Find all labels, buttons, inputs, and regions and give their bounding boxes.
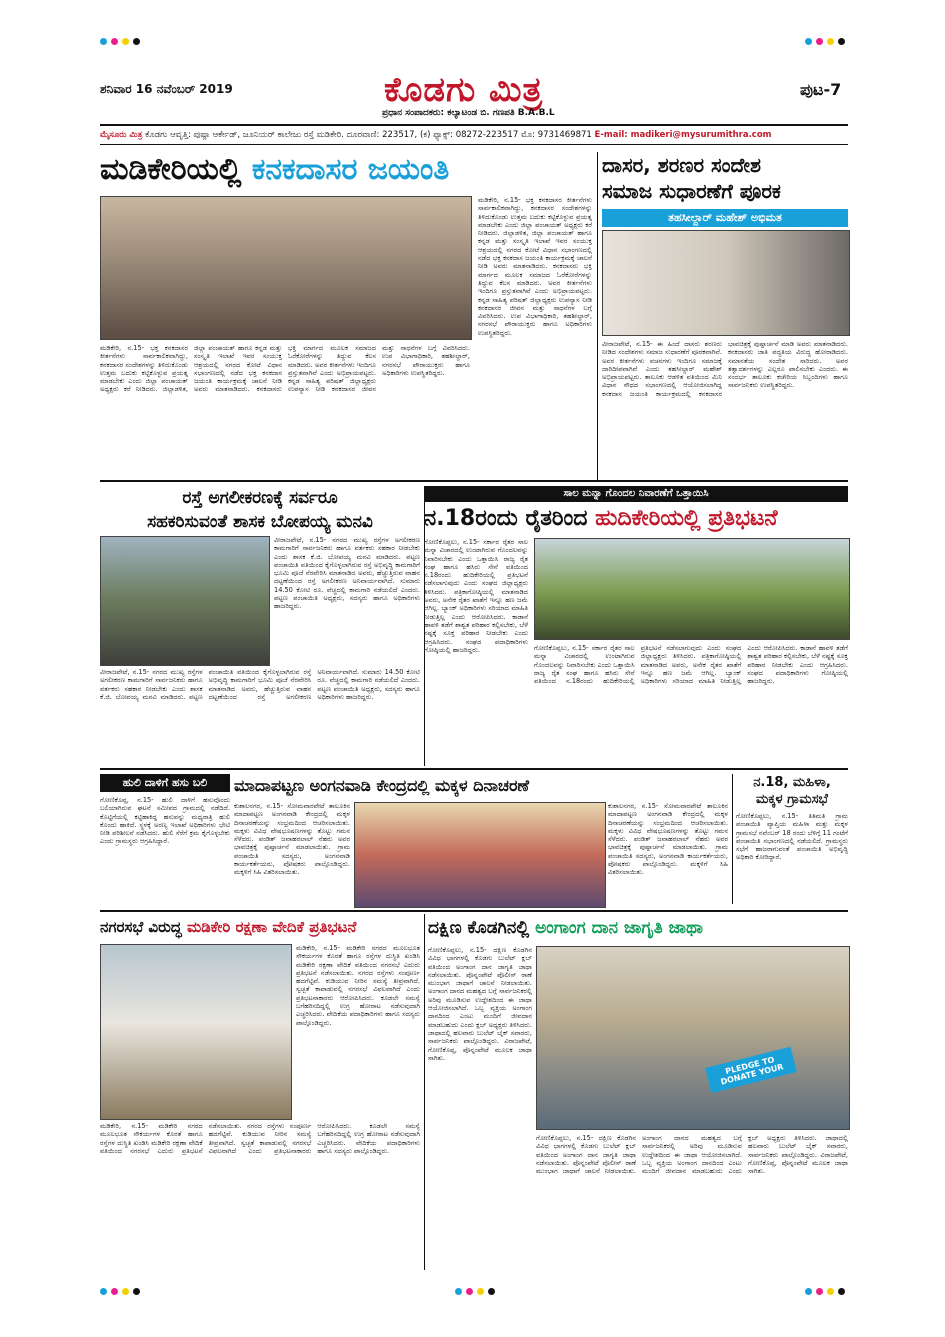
kanakadasa-body-lower: ಮಡಿಕೇರಿ, ನ.15- ಭಕ್ತ ಕನಕದಾಸರ ಕೀರ್ತನೆಗಳು ಸಾರ್ವಕಾಲಿಕವಾಗಿದ್ದು, ಕನಕದಾಸರ ಸಂದೇಶಗಳನ್ನು ತಿಳಿದುಕೊಂಡು ಉತ್ತಮ ಬದುಕು ಕಟ್ಟಿಕೊಳ್ಳುವ ಪ್ರಯತ್ನ ಮಾಡಬೇಕು ಎಂದು ಜಿಲ್ಲಾ ಪಂಚಾಯತ್ ಅಧ್ಯಕ್ಷರು ಕರೆ ನೀಡಿದರು. ಜಿಲ್ಲಾಡಳಿತ, ಜಿಲ್ಲಾ ಪಂಚಾಯತ್ ಹಾಗೂ ಕನ್ನಡ ಮತ್ತು ಸಂಸ್ಕೃತಿ ಇಲಾಖೆ ಇವರ ಸಂಯುಕ್ತ ಆಶ್ರಯದಲ್ಲಿ ನಗರದ ಕೋಟೆ ವಿಧಾನ ಸಭಾಂಗಣದಲ್ಲಿ ನಡೆದ ಭಕ್ತ ಕನಕದಾಸ ಜಯಂತಿ ಕಾರ್ಯಕ್ರಮಕ್ಕೆ ಚಾಲನೆ ನೀಡಿ ಅವರು ಮಾತನಾಡಿದರು. ಕನಕದಾಸರು ಭಕ್ತಿ ಮಾರ್ಗದ ಮೂಲಕ ಸಮಾಜದ ಓರೆಕೋರೆಗಳನ್ನು ತಿದ್ದುವ ಕೆಲಸ ಮಾಡಿದರು. ಅವರ ಕೀರ್ತನೆಗಳು ಇಂದಿಗೂ ಪ್ರಸ್ತುತವಾಗಿವೆ ಎಂದು ಅಭಿಪ್ರಾಯಪಟ್ಟರು. ಕನ್ನಡ ಸಾಹಿತ್ಯ ಪರಿಷತ್ ಜಿಲ್ಲಾಧ್ಯಕ್ಷರು ಉಪನ್ಯಾಸ ನೀಡಿ ಕನಕದಾಸರ ಜೀವನ ಮತ್ತು ಸಾಧನೆಗಳ ಬಗ್ಗೆ ವಿವರಿಸಿದರು. ಉಪ ವಿಭಾಗಾಧಿಕಾರಿ, ತಹಶೀಲ್ದಾರ್, ನಗರಸಭೆ ಪೌರಾಯುಕ್ತರು ಹಾಗೂ ಅಧಿಕಾರಿಗಳು ಉಪಸ್ಥಿತರಿದ್ದರು. xyxy=(100,344,470,394)
registration-marks-bottom-right xyxy=(805,1280,849,1299)
farmers-photo xyxy=(534,538,850,640)
tiger-body: ಗೋಣಿಕೊಪ್ಪ, ನ.15- ಹುಲಿ ದಾಳಿಗೆ ಹಸುವೊಂದು ಬಲಿಯಾಗಿರುವ ಘಟನೆ ಸಮೀಪದ ಗ್ರಾಮದಲ್ಲಿ ನಡೆದಿದೆ. ಕೊಟ್ಟಿಗೆಯಲ್ಲಿ ಕಟ್ಟಿಹಾಕಿದ್ದ ಹಸುವನ್ನು ಮಧ್ಯರಾತ್ರಿ ಹುಲಿ ಕೊಂದು ಹಾಕಿದೆ. ಸ್ಥಳಕ್ಕೆ ಅರಣ್ಯ ಇಲಾಖೆ ಅಧಿಕಾರಿಗಳು ಭೇಟಿ ನೀಡಿ ಪರಿಶೀಲನೆ ನಡೆಸಿದರು. ಹುಲಿ ಸೆರೆಗೆ ಕ್ರಮ ಕೈಗೊಳ್ಳಬೇಕು ಎಂದು ಗ್ರಾಮಸ್ಥರು ಆಗ್ರಹಿಸಿದ್ದಾರೆ. xyxy=(100,796,230,846)
road-body-lower: ವೀರಾಜಪೇಟೆ, ನ.15- ನಗರದ ಮುಖ್ಯ ರಸ್ತೆಗಳ ಅಗಲೀಕರಣ ಕಾಮಗಾರಿಗೆ ಸಾರ್ವಜನಿಕರು ಹಾಗೂ ವರ್ತಕರು ಸಹಕಾರ ನೀಡಬೇಕು ಎಂದು ಶಾಸಕ ಕೆ.ಜಿ. ಬೋಪಯ್ಯ ಮನವಿ ಮಾಡಿದರು. ಪಟ್ಟಣ ಪಂಚಾಯಿತಿ ವತಿಯಿಂದ ಕೈಗೊಳ್ಳಲಾಗಿರುವ ರಸ್ತೆ ಅಭಿವೃದ್ಧಿ ಕಾಮಗಾರಿಗೆ ಭೂಮಿ ಪೂಜೆ ನೆರವೇರಿಸಿ ಮಾತನಾಡಿದ ಅವರು, ಹೆಚ್ಚುತ್ತಿರುವ ವಾಹನ ದಟ್ಟಣೆಯಿಂದ ರಸ್ತೆ ಅಗಲೀಕರಣ ಅನಿವಾರ್ಯವಾಗಿದೆ. ಸುಮಾರು 14.50 ಕೋಟಿ ರೂ. ವೆಚ್ಚದಲ್ಲಿ ಕಾಮಗಾರಿ ನಡೆಯಲಿದೆ ಎಂದರು. ಪಟ್ಟಣ ಪಂಚಾಯಿತಿ ಅಧ್ಯಕ್ಷರು, ಸದಸ್ಯರು ಹಾಗೂ ಅಧಿಕಾರಿಗಳು ಹಾಜರಿದ್ದರು. xyxy=(100,668,420,701)
brand-name: ಮೈಸೂರು ಮಿತ್ರ xyxy=(100,130,143,140)
anganwadi-photo xyxy=(354,802,606,908)
registration-marks-bottom-left xyxy=(100,1280,144,1299)
section-rule-2 xyxy=(100,768,848,770)
newspaper-title: ಕೊಡಗು ಮಿತ್ರ xyxy=(384,70,544,110)
organ-headline-highlight: ಅಂಗಾಂಗ ದಾನ ಜಾಗೃತಿ ಜಾಥಾ xyxy=(535,918,704,938)
farmers-body-left: ಗೋಣಿಕೊಪ್ಪಲು, ನ.15- ಸರ್ಕಾರ ರೈತರ ಸಾಲ ಮನ್ನಾ ವಿಚಾರದಲ್ಲಿ ಉಂಟಾಗಿರುವ ಗೊಂದಲವನ್ನು ನಿವಾರಿಸಬೇಕು ಎಂದು ಒತ್ತಾಯಿಸಿ ರಾಜ್ಯ ರೈತ ಸಂಘ ಹಾಗೂ ಹಸಿರು ಸೇನೆ ವತಿಯಿಂದ ನ.18ರಂದು ಹುದಿಕೇರಿಯಲ್ಲಿ ಪ್ರತಿಭಟನೆ ನಡೆಸಲಾಗುವುದು ಎಂದು ಸಂಘದ ಜಿಲ್ಲಾಧ್ಯಕ್ಷರು ತಿಳಿಸಿದರು. ಪತ್ರಿಕಾಗೋಷ್ಠಿಯಲ್ಲಿ ಮಾತನಾಡಿದ ಅವರು, ಅನೇಕ ರೈತರ ಖಾತೆಗೆ ಇನ್ನೂ ಹಣ ಜಮೆ ಆಗಿಲ್ಲ. ಬ್ಯಾಂಕ್ ಅಧಿಕಾರಿಗಳು ಸರಿಯಾದ ಮಾಹಿತಿ ನೀಡುತ್ತಿಲ್ಲ ಎಂದು ಆರೋಪಿಸಿದರು. ಕಾಡಾನೆ ಹಾವಳಿ ತಡೆಗೆ ಶಾಶ್ವತ ಪರಿಹಾರ ಕಲ್ಪಿಸಬೇಕು, ಬೆಳೆ ನಷ್ಟಕ್ಕೆ ಸೂಕ್ತ ಪರಿಹಾರ ನೀಡಬೇಕು ಎಂದು ಆಗ್ರಹಿಸಿದರು. ಸಂಘದ ಪದಾಧಿಕಾರಿಗಳು ಗೋಷ್ಠಿಯಲ್ಲಿ ಹಾಜರಿದ್ದರು. xyxy=(424,538,528,654)
farmers-headline-highlight: ಹುದಿಕೇರಿಯಲ್ಲಿ ಪ್ರತಿಭಟನೆ xyxy=(595,506,778,531)
road-headline: ರಸ್ತೆ ಅಗಲೀಕರಣಕ್ಕೆ ಸರ್ವರೂ ಸಹಕರಿಸುವಂತೆ ಶಾಸಕ ಬೋಪಯ್ಯ ಮನವಿ xyxy=(147,488,373,532)
dasara-headline: ದಾಸರ, ಶರಣರ ಸಂದೇಶ ಸಮಾಜ ಸುಧಾರಣೆಗೆ ಪೂರಕ xyxy=(602,153,781,203)
registration-marks-bottom-center xyxy=(455,1280,499,1299)
kanakadasa-body-right: ಮಡಿಕೇರಿ, ನ.15- ಭಕ್ತ ಕನಕದಾಸರ ಕೀರ್ತನೆಗಳು ಸಾರ್ವಕಾಲಿಕವಾಗಿದ್ದು, ಕನಕದಾಸರ ಸಂದೇಶಗಳನ್ನು ತಿಳಿದುಕೊಂಡು ಉತ್ತಮ ಬದುಕು ಕಟ್ಟಿಕೊಳ್ಳುವ ಪ್ರಯತ್ನ ಮಾಡಬೇಕು ಎಂದು ಜಿಲ್ಲಾ ಪಂಚಾಯತ್ ಅಧ್ಯಕ್ಷರು ಕರೆ ನೀಡಿದರು. ಜಿಲ್ಲಾಡಳಿತ, ಜಿಲ್ಲಾ ಪಂಚಾಯತ್ ಹಾಗೂ ಕನ್ನಡ ಮತ್ತು ಸಂಸ್ಕೃತಿ ಇಲಾಖೆ ಇವರ ಸಂಯುಕ್ತ ಆಶ್ರಯದಲ್ಲಿ ನಗರದ ಕೋಟೆ ವಿಧಾನ ಸಭಾಂಗಣದಲ್ಲಿ ನಡೆದ ಭಕ್ತ ಕನಕದಾಸ ಜಯಂತಿ ಕಾರ್ಯಕ್ರಮಕ್ಕೆ ಚಾಲನೆ ನೀಡಿ ಅವರು ಮಾತನಾಡಿದರು. ಕನಕದಾಸರು ಭಕ್ತಿ ಮಾರ್ಗದ ಮೂಲಕ ಸಮಾಜದ ಓರೆಕೋರೆಗಳನ್ನು ತಿದ್ದುವ ಕೆಲಸ ಮಾಡಿದರು. ಅವರ ಕೀರ್ತನೆಗಳು ಇಂದಿಗೂ ಪ್ರಸ್ತುತವಾಗಿವೆ ಎಂದು ಅಭಿಪ್ರಾಯಪಟ್ಟರು. ಕನ್ನಡ ಸಾಹಿತ್ಯ ಪರಿಷತ್ ಜಿಲ್ಲಾಧ್ಯಕ್ಷರು ಉಪನ್ಯಾಸ ನೀಡಿ ಕನಕದಾಸರ ಜೀವನ ಮತ್ತು ಸಾಧನೆಗಳ ಬಗ್ಗೆ ವಿವರಿಸಿದರು. ಉಪ ವಿಭಾಗಾಧಿಕಾರಿ, ತಹಶೀಲ್ದಾರ್, ನಗರಸಭೆ ಪೌರಾಯುಕ್ತರು ಹಾಗೂ ಅಧಿಕಾರಿಗಳು ಉಪಸ್ಥಿತರಿದ್ದರು. xyxy=(478,196,592,337)
organ-body-lower: ಗೋಣಿಕೊಪ್ಪಲು, ನ.15- ದಕ್ಷಿಣ ಕೊಡಗಿನ ವಿವಿಧ ಭಾಗಗಳಲ್ಲಿ ಕೊಡಗು ಬುಲೆಟ್ ಕ್ಲಬ್ ವತಿಯಿಂದ ಅಂಗಾಂಗ ದಾನ ಜಾಗೃತಿ ಜಾಥಾ ನಡೆಸಲಾಯಿತು. ಪೊನ್ನಂಪೇಟೆ ಪೊಲೀಸ್ ಠಾಣೆ ಮುಂಭಾಗ ಜಾಥಾಗೆ ಚಾಲನೆ ನೀಡಲಾಯಿತು. ಅಂಗಾಂಗ ದಾನದ ಮಹತ್ವದ ಬಗ್ಗೆ ಸಾರ್ವಜನಿಕರಲ್ಲಿ ಅರಿವು ಮೂಡಿಸುವ ಉದ್ದೇಶದಿಂದ ಈ ಜಾಥಾ ಆಯೋಜಿಸಲಾಗಿದೆ. ಒಬ್ಬ ವ್ಯಕ್ತಿಯ ಅಂಗಾಂಗ ದಾನದಿಂದ ಎಂಟು ಮಂದಿಗೆ ಜೀವದಾನ ಮಾಡಬಹುದು ಎಂದು ಕ್ಲಬ್ ಅಧ್ಯಕ್ಷರು ತಿಳಿಸಿದರು. ಜಾಥಾದಲ್ಲಿ ಹಲವಾರು ಬುಲೆಟ್ ಬೈಕ್ ಸವಾರರು, ಸಾರ್ವಜನಿಕರು ಪಾಲ್ಗೊಂಡಿದ್ದರು. ವಿರಾಜಪೇಟೆ, ಗೋಣಿಕೊಪ್ಪ, ಪೊನ್ನಂಪೇಟೆ ಮೂಲಕ ಜಾಥಾ ಸಾಗಿತು. xyxy=(536,1134,848,1176)
farmers-body-lower: ಗೋಣಿಕೊಪ್ಪಲು, ನ.15- ಸರ್ಕಾರ ರೈತರ ಸಾಲ ಮನ್ನಾ ವಿಚಾರದಲ್ಲಿ ಉಂಟಾಗಿರುವ ಗೊಂದಲವನ್ನು ನಿವಾರಿಸಬೇಕು ಎಂದು ಒತ್ತಾಯಿಸಿ ರಾಜ್ಯ ರೈತ ಸಂಘ ಹಾಗೂ ಹಸಿರು ಸೇನೆ ವತಿಯಿಂದ ನ.18ರಂದು ಹುದಿಕೇರಿಯಲ್ಲಿ ಪ್ರತಿಭಟನೆ ನಡೆಸಲಾಗುವುದು ಎಂದು ಸಂಘದ ಜಿಲ್ಲಾಧ್ಯಕ್ಷರು ತಿಳಿಸಿದರು. ಪತ್ರಿಕಾಗೋಷ್ಠಿಯಲ್ಲಿ ಮಾತನಾಡಿದ ಅವರು, ಅನೇಕ ರೈತರ ಖಾತೆಗೆ ಇನ್ನೂ ಹಣ ಜಮೆ ಆಗಿಲ್ಲ. ಬ್ಯಾಂಕ್ ಅಧಿಕಾರಿಗಳು ಸರಿಯಾದ ಮಾಹಿತಿ ನೀಡುತ್ತಿಲ್ಲ ಎಂದು ಆರೋಪಿಸಿದರು. ಕಾಡಾನೆ ಹಾವಳಿ ತಡೆಗೆ ಶಾಶ್ವತ ಪರಿಹಾರ ಕಲ್ಪಿಸಬೇಕು, ಬೆಳೆ ನಷ್ಟಕ್ಕೆ ಸೂಕ್ತ ಪರಿಹಾರ ನೀಡಬೇಕು ಎಂದು ಆಗ್ರಹಿಸಿದರು. ಸಂಘದ ಪದಾಧಿಕಾರಿಗಳು ಗೋಷ್ಠಿಯಲ್ಲಿ ಹಾಜರಿದ್ದರು. xyxy=(534,644,848,686)
farmers-headline: ನ.18ರಂದು ರೈತರಿಂದ ಹುದಿಕೇರಿಯಲ್ಲಿ ಪ್ರತಿಭಟನೆ xyxy=(424,506,778,531)
farmers-kicker: ಸಾಲ ಮನ್ನಾ ಗೊಂದಲ ನಿವಾರಣೆಗೆ ಒತ್ತಾಯಿಸಿ xyxy=(424,486,848,502)
organ-photo xyxy=(536,946,850,1130)
road-body-right: ವೀರಾಜಪೇಟೆ, ನ.15- ನಗರದ ಮುಖ್ಯ ರಸ್ತೆಗಳ ಅಗಲೀಕರಣ ಕಾಮಗಾರಿಗೆ ಸಾರ್ವಜನಿಕರು ಹಾಗೂ ವರ್ತಕರು ಸಹಕಾರ ನೀಡಬೇಕು ಎಂದು ಶಾಸಕ ಕೆ.ಜಿ. ಬೋಪಯ್ಯ ಮನವಿ ಮಾಡಿದರು. ಪಟ್ಟಣ ಪಂಚಾಯಿತಿ ವತಿಯಿಂದ ಕೈಗೊಳ್ಳಲಾಗಿರುವ ರಸ್ತೆ ಅಭಿವೃದ್ಧಿ ಕಾಮಗಾರಿಗೆ ಭೂಮಿ ಪೂಜೆ ನೆರವೇರಿಸಿ ಮಾತನಾಡಿದ ಅವರು, ಹೆಚ್ಚುತ್ತಿರುವ ವಾಹನ ದಟ್ಟಣೆಯಿಂದ ರಸ್ತೆ ಅಗಲೀಕರಣ ಅನಿವಾರ್ಯವಾಗಿದೆ. ಸುಮಾರು 14.50 ಕೋಟಿ ರೂ. ವೆಚ್ಚದಲ್ಲಿ ಕಾಮಗಾರಿ ನಡೆಯಲಿದೆ ಎಂದರು. ಪಟ್ಟಣ ಪಂಚಾಯಿತಿ ಅಧ್ಯಕ್ಷರು, ಸದಸ್ಯರು ಹಾಗೂ ಅಧಿಕಾರಿಗಳು ಹಾಜರಿದ್ದರು. xyxy=(274,536,420,611)
registration-marks-top-right xyxy=(805,30,849,49)
masthead xyxy=(100,70,848,122)
kanakadasa-headline-highlight: ಕನಕದಾಸರ ಜಯಂತಿ xyxy=(251,152,450,187)
organ-body-left: ಗೋಣಿಕೊಪ್ಪಲು, ನ.15- ದಕ್ಷಿಣ ಕೊಡಗಿನ ವಿವಿಧ ಭಾಗಗಳಲ್ಲಿ ಕೊಡಗು ಬುಲೆಟ್ ಕ್ಲಬ್ ವತಿಯಿಂದ ಅಂಗಾಂಗ ದಾನ ಜಾಗೃತಿ ಜಾಥಾ ನಡೆಸಲಾಯಿತು. ಪೊನ್ನಂಪೇಟೆ ಪೊಲೀಸ್ ಠಾಣೆ ಮುಂಭಾಗ ಜಾಥಾಗೆ ಚಾಲನೆ ನೀಡಲಾಯಿತು. ಅಂಗಾಂಗ ದಾನದ ಮಹತ್ವದ ಬಗ್ಗೆ ಸಾರ್ವಜನಿಕರಲ್ಲಿ ಅರಿವು ಮೂಡಿಸುವ ಉದ್ದೇಶದಿಂದ ಈ ಜಾಥಾ ಆಯೋಜಿಸಲಾಗಿದೆ. ಒಬ್ಬ ವ್ಯಕ್ತಿಯ ಅಂಗಾಂಗ ದಾನದಿಂದ ಎಂಟು ಮಂದಿಗೆ ಜೀವದಾನ ಮಾಡಬಹುದು ಎಂದು ಕ್ಲಬ್ ಅಧ್ಯಕ್ಷರು ತಿಳಿಸಿದರು. ಜಾಥಾದಲ್ಲಿ ಹಲವಾರು ಬುಲೆಟ್ ಬೈಕ್ ಸವಾರರು, ಸಾರ್ವಜನಿಕರು ಪಾಲ್ಗೊಂಡಿದ್ದರು. ವಿರಾಜಪೇಟೆ, ಗೋಣಿಕೊಪ್ಪ, ಪೊನ್ನಂಪೇಟೆ ಮೂಲಕ ಜಾಥಾ ಸಾಗಿತು. xyxy=(428,946,532,1062)
organ-banner: PLEDGE TO DONATE YOUR xyxy=(705,1047,797,1094)
issue-date: ಶನಿವಾರ 16 ನವೆಂಬರ್ 2019 xyxy=(100,82,233,96)
nagarasabhe-body-right: ಮಡಿಕೇರಿ, ನ.15- ಮಡಿಕೇರಿ ನಗರದ ಮೂಲಭೂತ ಸೌಕರ್ಯಗಳ ಕೊರತೆ ಹಾಗೂ ರಸ್ತೆಗಳ ದುಸ್ಥಿತಿ ಖಂಡಿಸಿ ಮಡಿಕೇರಿ ರಕ್ಷಣಾ ವೇದಿಕೆ ವತಿಯಿಂದ ನಗರಸಭೆ ಎದುರು ಪ್ರತಿಭಟನೆ ನಡೆಸಲಾಯಿತು. ನಗರದ ರಸ್ತೆಗಳು ಸಂಪೂರ್ಣ ಹದಗೆಟ್ಟಿವೆ. ಕುಡಿಯುವ ನೀರಿನ ಸಮಸ್ಯೆ ತೀವ್ರವಾಗಿದೆ. ಸ್ವಚ್ಛತೆ ಕಾಪಾಡುವಲ್ಲಿ ನಗರಸಭೆ ವಿಫಲವಾಗಿದೆ ಎಂದು ಪ್ರತಿಭಟನಾಕಾರರು ಆರೋಪಿಸಿದರು. ಕೂಡಲೇ ಸಮಸ್ಯೆ ಬಗೆಹರಿಸದಿದ್ದಲ್ಲಿ ಉಗ್ರ ಹೋರಾಟ ನಡೆಸುವುದಾಗಿ ಎಚ್ಚರಿಸಿದರು. ವೇದಿಕೆಯ ಪದಾಧಿಕಾರಿಗಳು ಹಾಗೂ ಸದಸ್ಯರು ಪಾಲ್ಗೊಂಡಿದ್ದರು. xyxy=(296,944,420,1027)
dasara-photo xyxy=(602,230,850,336)
address-text: ಕೊಡಗು ಆವೃತ್ತಿ: ಪುಷ್ಪಾ ಆರ್ಕೇಡ್, ಜೂನಿಯರ್ ಕಾಲೇಜು ರಸ್ತೆ ಮಡಿಕೇರಿ. ದೂರವಾಣಿ: 223517, (ಕ) ಫ್ಯಾಕ್ಸ್: 08272-223517 ಮೊ: 9731469871 xyxy=(145,130,592,140)
column-divider-3 xyxy=(732,774,733,904)
anganwadi-body-right: ಕುಶಾಲನಗರ, ನ.15- ಸೋಮವಾರಪೇಟೆ ತಾಲೂಕಿನ ಮಾದಾಪಟ್ಟಣ ಅಂಗನವಾಡಿ ಕೇಂದ್ರದಲ್ಲಿ ಮಕ್ಕಳ ದಿನಾಚರಣೆಯನ್ನು ಸಂಭ್ರಮದಿಂದ ಆಚರಿಸಲಾಯಿತು. ಮಕ್ಕಳು ವಿವಿಧ ವೇಷಭೂಷಣಗಳನ್ನು ತೊಟ್ಟು ಗಮನ ಸೆಳೆದರು. ಪಂಡಿತ್ ಜವಾಹರಲಾಲ್ ನೆಹರು ಅವರ ಭಾವಚಿತ್ರಕ್ಕೆ ಪುಷ್ಪಾರ್ಚನೆ ಮಾಡಲಾಯಿತು. ಗ್ರಾಮ ಪಂಚಾಯಿತಿ ಸದಸ್ಯರು, ಅಂಗನವಾಡಿ ಕಾರ್ಯಕರ್ತೆಯರು, ಪೋಷಕರು ಪಾಲ್ಗೊಂಡಿದ್ದರು. ಮಕ್ಕಳಿಗೆ ಸಿಹಿ ವಿತರಿಸಲಾಯಿತು. xyxy=(608,802,728,877)
gramasabha-headline: ನ.18, ಮಹಿಳಾ, ಮಕ್ಕಳ ಗ್ರಾಮಸಭೆ xyxy=(753,775,831,807)
anganwadi-body-left: ಕುಶಾಲನಗರ, ನ.15- ಸೋಮವಾರಪೇಟೆ ತಾಲೂಕಿನ ಮಾದಾಪಟ್ಟಣ ಅಂಗನವಾಡಿ ಕೇಂದ್ರದಲ್ಲಿ ಮಕ್ಕಳ ದಿನಾಚರಣೆಯನ್ನು ಸಂಭ್ರಮದಿಂದ ಆಚರಿಸಲಾಯಿತು. ಮಕ್ಕಳು ವಿವಿಧ ವೇಷಭೂಷಣಗಳನ್ನು ತೊಟ್ಟು ಗಮನ ಸೆಳೆದರು. ಪಂಡಿತ್ ಜವಾಹರಲಾಲ್ ನೆಹರು ಅವರ ಭಾವಚಿತ್ರಕ್ಕೆ ಪುಷ್ಪಾರ್ಚನೆ ಮಾಡಲಾಯಿತು. ಗ್ರಾಮ ಪಂಚಾಯಿತಿ ಸದಸ್ಯರು, ಅಂಗನವಾಡಿ ಕಾರ್ಯಕರ್ತೆಯರು, ಪೋಷಕರು ಪಾಲ್ಗೊಂಡಿದ್ದರು. ಮಕ್ಕಳಿಗೆ ಸಿಹಿ ವಿತರಿಸಲಾಯಿತು. xyxy=(234,802,350,877)
email-text: E-mail: madikeri@mysurumithra.com xyxy=(594,130,772,140)
section-rule-3 xyxy=(100,910,848,912)
nagarasabhe-headline: ನಗರಸಭೆ ವಿರುದ್ಧ ಮಡಿಕೇರಿ ರಕ್ಷಣಾ ವೇದಿಕೆ ಪ್ರತಿಭಟನೆ xyxy=(100,918,357,936)
nagarasabhe-headline-highlight: ಮಡಿಕೇರಿ ರಕ್ಷಣಾ ವೇದಿಕೆ ಪ್ರತಿಭಟನೆ xyxy=(186,918,357,936)
column-divider xyxy=(597,152,598,480)
page-number: ಪುಟ-7 xyxy=(800,80,842,99)
editor-line: ಪ್ರಧಾನ ಸಂಪಾದಕರು: ಕಲ್ಯಾಟಂಡ ಬಿ. ಗಣಪತಿ B.A.B.L xyxy=(382,108,555,118)
tiger-headline: ಹುಲಿ ದಾಳಿಗೆ ಹಸು ಬಲಿ xyxy=(100,774,230,792)
road-photo xyxy=(100,536,270,666)
dasara-kicker: ತಹಸೀಲ್ದಾರ್ ಮಹೇಶ್ ಅಭಿಮತ xyxy=(602,209,848,227)
kanakadasa-headline: ಮಡಿಕೇರಿಯಲ್ಲಿ ಕನಕದಾಸರ ಜಯಂತಿ xyxy=(100,152,450,187)
nagarasabhe-body-lower: ಮಡಿಕೇರಿ, ನ.15- ಮಡಿಕೇರಿ ನಗರದ ಮೂಲಭೂತ ಸೌಕರ್ಯಗಳ ಕೊರತೆ ಹಾಗೂ ರಸ್ತೆಗಳ ದುಸ್ಥಿತಿ ಖಂಡಿಸಿ ಮಡಿಕೇರಿ ರಕ್ಷಣಾ ವೇದಿಕೆ ವತಿಯಿಂದ ನಗರಸಭೆ ಎದುರು ಪ್ರತಿಭಟನೆ ನಡೆಸಲಾಯಿತು. ನಗರದ ರಸ್ತೆಗಳು ಸಂಪೂರ್ಣ ಹದಗೆಟ್ಟಿವೆ. ಕುಡಿಯುವ ನೀರಿನ ಸಮಸ್ಯೆ ತೀವ್ರವಾಗಿದೆ. ಸ್ವಚ್ಛತೆ ಕಾಪಾಡುವಲ್ಲಿ ನಗರಸಭೆ ವಿಫಲವಾಗಿದೆ ಎಂದು ಪ್ರತಿಭಟನಾಕಾರರು ಆರೋಪಿಸಿದರು. ಕೂಡಲೇ ಸಮಸ್ಯೆ ಬಗೆಹರಿಸದಿದ್ದಲ್ಲಿ ಉಗ್ರ ಹೋರಾಟ ನಡೆಸುವುದಾಗಿ ಎಚ್ಚರಿಸಿದರು. ವೇದಿಕೆಯ ಪದಾಧಿಕಾರಿಗಳು ಹಾಗೂ ಸದಸ್ಯರು ಪಾಲ್ಗೊಂಡಿದ್ದರು. xyxy=(100,1122,420,1155)
address-strip xyxy=(100,124,848,145)
organ-headline: ದಕ್ಷಿಣ ಕೊಡಗಿನಲ್ಲಿ ಅಂಗಾಂಗ ದಾನ ಜಾಗೃತಿ ಜಾಥಾ xyxy=(428,918,704,938)
kanakadasa-photo xyxy=(100,196,472,340)
registration-marks-top-left xyxy=(100,30,144,49)
gramasabha-body: ಗೋಣಿಕೊಪ್ಪಲು, ನ.15- ತಿತಿಮತಿ ಗ್ರಾಮ ಪಂಚಾಯಿತಿ ವ್ಯಾಪ್ತಿಯ ಮಹಿಳಾ ಮತ್ತು ಮಕ್ಕಳ ಗ್ರಾಮಸಭೆ ನವೆಂಬರ್ 18 ರಂದು ಬೆಳಿಗ್ಗೆ 11 ಗಂಟೆಗೆ ಪಂಚಾಯಿತಿ ಸಭಾಂಗಣದಲ್ಲಿ ನಡೆಯಲಿದೆ. ಗ್ರಾಮಸ್ಥರು ಸಭೆಗೆ ಹಾಜರಾಗುವಂತೆ ಪಂಚಾಯಿತಿ ಅಭಿವೃದ್ಧಿ ಅಧಿಕಾರಿ ಕೋರಿದ್ದಾರೆ. xyxy=(736,812,848,862)
nagarasabhe-photo xyxy=(100,944,292,1120)
column-divider-4 xyxy=(424,914,425,1270)
section-rule xyxy=(100,480,848,482)
anganwadi-headline: ಮಾದಾಪಟ್ಟಣ ಅಂಗನವಾಡಿ ಕೇಂದ್ರದಲ್ಲಿ ಮಕ್ಕಳ ದಿನಾಚರಣೆ xyxy=(234,776,530,795)
dasara-body: ವೀರಾಜಪೇಟೆ, ನ.15- ಈ ಹಿಂದೆ ದಾಸರು ಶರಣರು ನೀಡಿದ ಸಂದೇಶಗಳು ಸಮಾಜ ಸುಧಾರಣೆಗೆ ಪೂರಕವಾಗಿವೆ. ಅವರ ಕೀರ್ತನೆಗಳು ವಚನಗಳು ಇಂದಿಗೂ ಸಮಾಜಕ್ಕೆ ದಾರಿದೀಪವಾಗಿವೆ ಎಂದು ತಹಸೀಲ್ದಾರ್ ಮಹೇಶ್ ಅಭಿಪ್ರಾಯಪಟ್ಟರು. ತಾಲೂಕು ಆಡಳಿತ ವತಿಯಿಂದ ಮಿನಿ ವಿಧಾನ ಸೌಧದ ಸಭಾಂಗಣದಲ್ಲಿ ಆಯೋಜಿಸಲಾಗಿದ್ದ ಕನಕದಾಸ ಜಯಂತಿ ಕಾರ್ಯಕ್ರಮದಲ್ಲಿ ಕನಕದಾಸರ ಭಾವಚಿತ್ರಕ್ಕೆ ಪುಷ್ಪಾರ್ಚನೆ ಮಾಡಿ ಅವರು ಮಾತನಾಡಿದರು. ಕನಕದಾಸರು ಜಾತಿ ಪದ್ಧತಿಯ ವಿರುದ್ಧ ಹೋರಾಡಿದರು. ಸಮಾನತೆಯ ಸಂದೇಶ ಸಾರಿದರು. ಅವರ ತತ್ವಾದರ್ಶಗಳನ್ನು ಎಲ್ಲರೂ ಪಾಲಿಸಬೇಕು ಎಂದರು. ಈ ಸಂದರ್ಭ ತಾಲೂಕು ಕಚೇರಿಯ ಸಿಬ್ಬಂದಿಗಳು ಹಾಗೂ ಸಾರ್ವಜನಿಕರು ಉಪಸ್ಥಿತರಿದ್ದರು. xyxy=(602,340,848,398)
